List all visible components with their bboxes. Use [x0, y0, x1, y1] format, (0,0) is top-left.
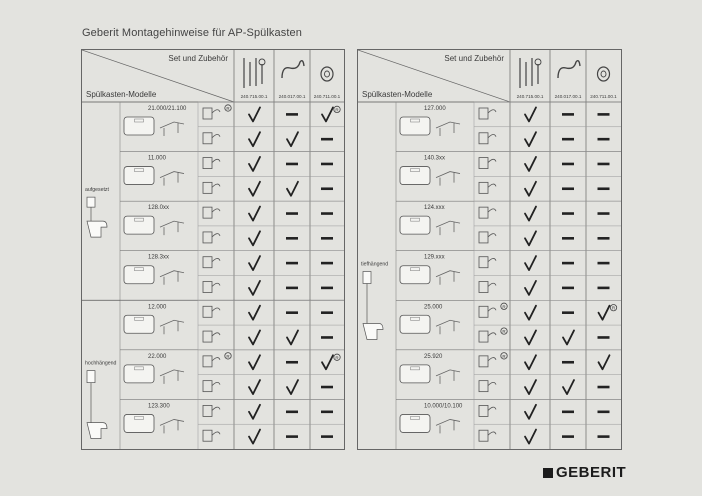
variant-a-valve-icon [479, 356, 488, 367]
variant-b-valve-icon [479, 430, 488, 441]
cistern-icon [124, 266, 154, 284]
table-row [474, 251, 621, 270]
table-row [474, 399, 621, 418]
check-icon [599, 355, 610, 369]
variant-a-valve-icon-arm [212, 258, 220, 261]
mounting-frame-icon [436, 172, 460, 186]
table-row [474, 300, 621, 319]
spuelkasten-modelle-label: Spülkasten-Modelle [86, 90, 157, 99]
variant-b-valve-icon-arm [212, 184, 220, 187]
variant-b-valve-icon-arm [212, 283, 220, 286]
variant-a-valve-icon [479, 405, 488, 416]
cistern-icon [124, 117, 154, 135]
geberit-logo-square [543, 468, 553, 478]
registered-mark-letter: R [335, 355, 339, 361]
mounting-frame-icon [436, 122, 460, 136]
variant-b-valve-icon-arm [488, 382, 496, 385]
header-product-1 [555, 61, 582, 99]
cistern-icon [124, 414, 154, 432]
mounting-frame-icon [160, 221, 184, 235]
variant-a-valve-icon [479, 257, 488, 268]
cistern-icon [400, 414, 430, 432]
wall-cistern-icon [87, 371, 95, 383]
mounting-frame-icon [160, 320, 184, 334]
registered-mark-letter: R [502, 329, 506, 335]
header-product-0 [517, 58, 544, 99]
check-icon [525, 430, 536, 444]
table-row [474, 424, 621, 443]
check-icon [525, 380, 536, 394]
header-product-1 [279, 61, 306, 99]
check-icon [525, 355, 536, 369]
variant-b-valve-icon [203, 232, 212, 243]
variant-a-valve-icon-arm [488, 209, 496, 212]
header-product-0 [241, 58, 268, 99]
group-label-0: tiefhängend [361, 261, 389, 268]
nut-hole-icon [601, 71, 606, 77]
registered-mark-letter: R [226, 353, 230, 359]
check-icon [249, 306, 260, 320]
variant-a-valve-icon-arm [488, 159, 496, 162]
check-icon [525, 306, 536, 320]
wall-cistern-icon [363, 272, 371, 284]
table-row [474, 350, 621, 369]
model-label-128-3xx: 128.3xx [148, 254, 170, 261]
mounting-frame-icon [160, 172, 184, 186]
table-row [198, 325, 344, 344]
table-row [198, 399, 344, 418]
check-icon [249, 405, 260, 419]
variant-a-valve-icon [203, 207, 212, 218]
mounting-frame-icon [436, 271, 460, 285]
registered-mark-letter: R [502, 353, 506, 359]
registered-mark-letter: R [502, 304, 506, 310]
check-icon [599, 306, 610, 320]
model-label-25-000: 25.000 [424, 304, 443, 311]
geberit-logo [543, 464, 626, 481]
table-row [198, 375, 344, 394]
model-label-11-000: 11.000 [148, 155, 166, 162]
table-row [474, 176, 621, 195]
document-title: Geberit Montagehinweise für AP-Spülkasten [82, 27, 302, 39]
variant-b-valve-icon [203, 182, 212, 193]
check-icon [249, 330, 260, 344]
mounting-frame-icon [160, 419, 184, 433]
check-icon [249, 380, 260, 394]
variant-a-valve-icon [203, 257, 212, 268]
variant-b-valve-icon [479, 232, 488, 243]
variant-a-valve-icon [203, 108, 212, 119]
group-label-1: hochhängend [85, 360, 117, 367]
variant-a-valve-icon-arm [212, 159, 220, 162]
variant-b-valve-icon [479, 381, 488, 392]
variant-a-valve-icon [203, 405, 212, 416]
check-icon [525, 231, 536, 245]
model-label-21-000-21-100: 21.000/21.100 [148, 106, 187, 112]
nut-icon [321, 67, 333, 81]
connection-hose-icon [558, 61, 580, 78]
check-icon [249, 157, 260, 171]
cistern-icon [124, 365, 154, 383]
variant-b-valve-icon-arm [212, 135, 220, 138]
variant-a-valve-icon [479, 207, 488, 218]
cistern-icon [400, 117, 430, 135]
table-row [198, 127, 344, 146]
table-grid [82, 50, 344, 449]
variant-b-valve-icon-arm [488, 135, 496, 138]
variant-a-valve-icon [479, 306, 488, 317]
check-icon [525, 256, 536, 270]
check-icon [525, 330, 536, 344]
variant-b-valve-icon [479, 133, 488, 144]
nut-hole-icon [325, 71, 330, 77]
article-number-240-715-00-1: 240.715.00.1 [240, 94, 268, 99]
nut-icon [598, 67, 610, 81]
mounting-frame-icon [160, 271, 184, 285]
variant-b-valve-icon-arm [488, 234, 496, 237]
toilet-bowl-icon [87, 221, 107, 237]
variant-a-valve-icon [203, 158, 212, 169]
variant-a-valve-icon [479, 108, 488, 119]
check-icon [563, 380, 574, 394]
article-number-240-711-00-1: 240.711.00.1 [313, 94, 341, 99]
table-row [198, 152, 344, 171]
registered-mark-letter: R [226, 106, 230, 111]
model-label-25-920: 25.920 [424, 353, 443, 360]
registered-mark-letter: R [611, 305, 616, 311]
check-icon [525, 107, 536, 121]
registered-mark-letter: R [335, 107, 339, 113]
variant-a-valve-icon-arm [488, 358, 496, 361]
header-product-2 [314, 67, 341, 99]
header-product-2 [590, 67, 617, 99]
mounting-frame-icon [160, 370, 184, 384]
article-number-240-715-00-1: 240.715.00.1 [516, 94, 544, 99]
variant-a-valve-icon [203, 356, 212, 367]
table-row [198, 251, 344, 270]
check-icon [563, 330, 574, 344]
variant-a-valve-icon-arm [212, 110, 220, 113]
variant-a-valve-icon-arm [212, 358, 220, 361]
mounting-frame-icon [160, 122, 184, 136]
check-icon [249, 182, 260, 196]
variant-b-valve-icon [479, 282, 488, 293]
cistern-icon [124, 167, 154, 185]
compatibility-table-right [357, 49, 622, 450]
model-label-12-000: 12.000 [148, 304, 167, 311]
table-row [198, 102, 344, 121]
article-number-240-017-00-1: 240.017.00.1 [278, 94, 306, 99]
model-label-10-000-10-100: 10.000/10.100 [424, 403, 463, 410]
variant-b-valve-icon-arm [488, 184, 496, 187]
check-icon [249, 231, 260, 245]
toilet-bowl-icon [87, 423, 107, 439]
group-label-0: aufgesetzt [85, 187, 109, 194]
table-row [474, 325, 621, 344]
check-icon [525, 281, 536, 295]
variant-a-valve-icon [479, 158, 488, 169]
check-icon [249, 430, 260, 444]
table-row [474, 375, 621, 394]
variant-b-valve-icon-arm [212, 333, 220, 336]
model-label-123-300: 123.300 [148, 403, 170, 410]
variant-a-valve-icon-arm [488, 258, 496, 261]
variant-a-valve-icon-arm [212, 209, 220, 212]
model-label-22-000: 22.000 [148, 353, 167, 360]
check-icon [249, 107, 260, 121]
model-label-128-0xx: 128.0xx [148, 205, 170, 212]
check-icon [525, 207, 536, 221]
check-icon [287, 182, 298, 196]
check-icon [249, 256, 260, 270]
variant-b-valve-icon-arm [488, 333, 496, 336]
cistern-icon [400, 365, 430, 383]
table-row [474, 201, 621, 220]
table-right-drawing [358, 50, 621, 449]
variant-b-valve-icon-arm [488, 283, 496, 286]
cistern-icon [400, 216, 430, 234]
table-row [474, 276, 621, 295]
table-grid [358, 50, 621, 449]
variant-b-valve-icon [203, 282, 212, 293]
check-icon [249, 281, 260, 295]
cistern-icon [400, 167, 430, 185]
variant-a-valve-icon-arm [488, 407, 496, 410]
table-row [474, 127, 621, 146]
variant-b-valve-icon [203, 381, 212, 392]
set-und-zubehoer-label: Set und Zubehör [444, 54, 504, 63]
table-row [474, 152, 621, 171]
table-row [474, 226, 621, 245]
mounting-frame-icon [436, 370, 460, 384]
cistern-icon [124, 216, 154, 234]
connection-hose-icon [282, 61, 304, 78]
variant-b-valve-icon-arm [212, 432, 220, 435]
table-row [474, 102, 621, 121]
variant-a-valve-icon-arm [212, 407, 220, 410]
check-icon [287, 132, 298, 146]
geberit-logo-wordmark: GEBERIT [556, 464, 627, 481]
article-number-240-711-00-1: 240.711.00.1 [590, 94, 617, 99]
article-number-240-017-00-1: 240.017.00.1 [554, 94, 582, 99]
table-row [198, 276, 344, 295]
variant-b-valve-icon [203, 331, 212, 342]
table-row [198, 424, 344, 443]
check-icon [322, 107, 333, 121]
variant-b-valve-icon [203, 133, 212, 144]
check-icon [249, 207, 260, 221]
table-row [198, 350, 344, 369]
check-icon [287, 330, 298, 344]
mounting-frame-icon [436, 320, 460, 334]
mounting-frame-icon [436, 419, 460, 433]
cistern-icon [400, 266, 430, 284]
table-row [198, 201, 344, 220]
compatibility-table-left [81, 49, 345, 450]
set-und-zubehoer-label: Set und Zubehör [168, 54, 228, 63]
check-icon [525, 157, 536, 171]
check-icon [249, 355, 260, 369]
model-label-140-3xx: 140.3xx [424, 155, 446, 162]
check-icon [525, 182, 536, 196]
check-icon [287, 380, 298, 394]
variant-b-valve-icon-arm [212, 382, 220, 385]
variant-b-valve-icon-arm [212, 234, 220, 237]
variant-b-valve-icon-arm [488, 432, 496, 435]
table-left-drawing [82, 50, 344, 449]
cistern-icon [124, 315, 154, 333]
model-label-127-000: 127.000 [424, 106, 446, 112]
check-icon [322, 355, 333, 369]
table-row [198, 176, 344, 195]
cistern-icon [400, 315, 430, 333]
variant-a-valve-icon-arm [488, 308, 496, 311]
check-icon [525, 132, 536, 146]
check-icon [249, 132, 260, 146]
variant-b-valve-icon [479, 331, 488, 342]
variant-a-valve-icon-arm [212, 308, 220, 311]
table-row [198, 300, 344, 319]
variant-a-valve-icon [203, 306, 212, 317]
variant-b-valve-icon [479, 182, 488, 193]
variant-a-valve-icon-arm [488, 110, 496, 113]
check-icon [525, 405, 536, 419]
model-label-124-xxx: 124.xxx [424, 205, 445, 212]
table-row [198, 226, 344, 245]
mounting-frame-icon [436, 221, 460, 235]
variant-b-valve-icon [203, 430, 212, 441]
model-label-129-xxx: 129.xxx [424, 254, 445, 261]
spuelkasten-modelle-label: Spülkasten-Modelle [362, 90, 433, 99]
toilet-bowl-icon [363, 324, 383, 340]
wall-cistern-icon [87, 197, 95, 207]
